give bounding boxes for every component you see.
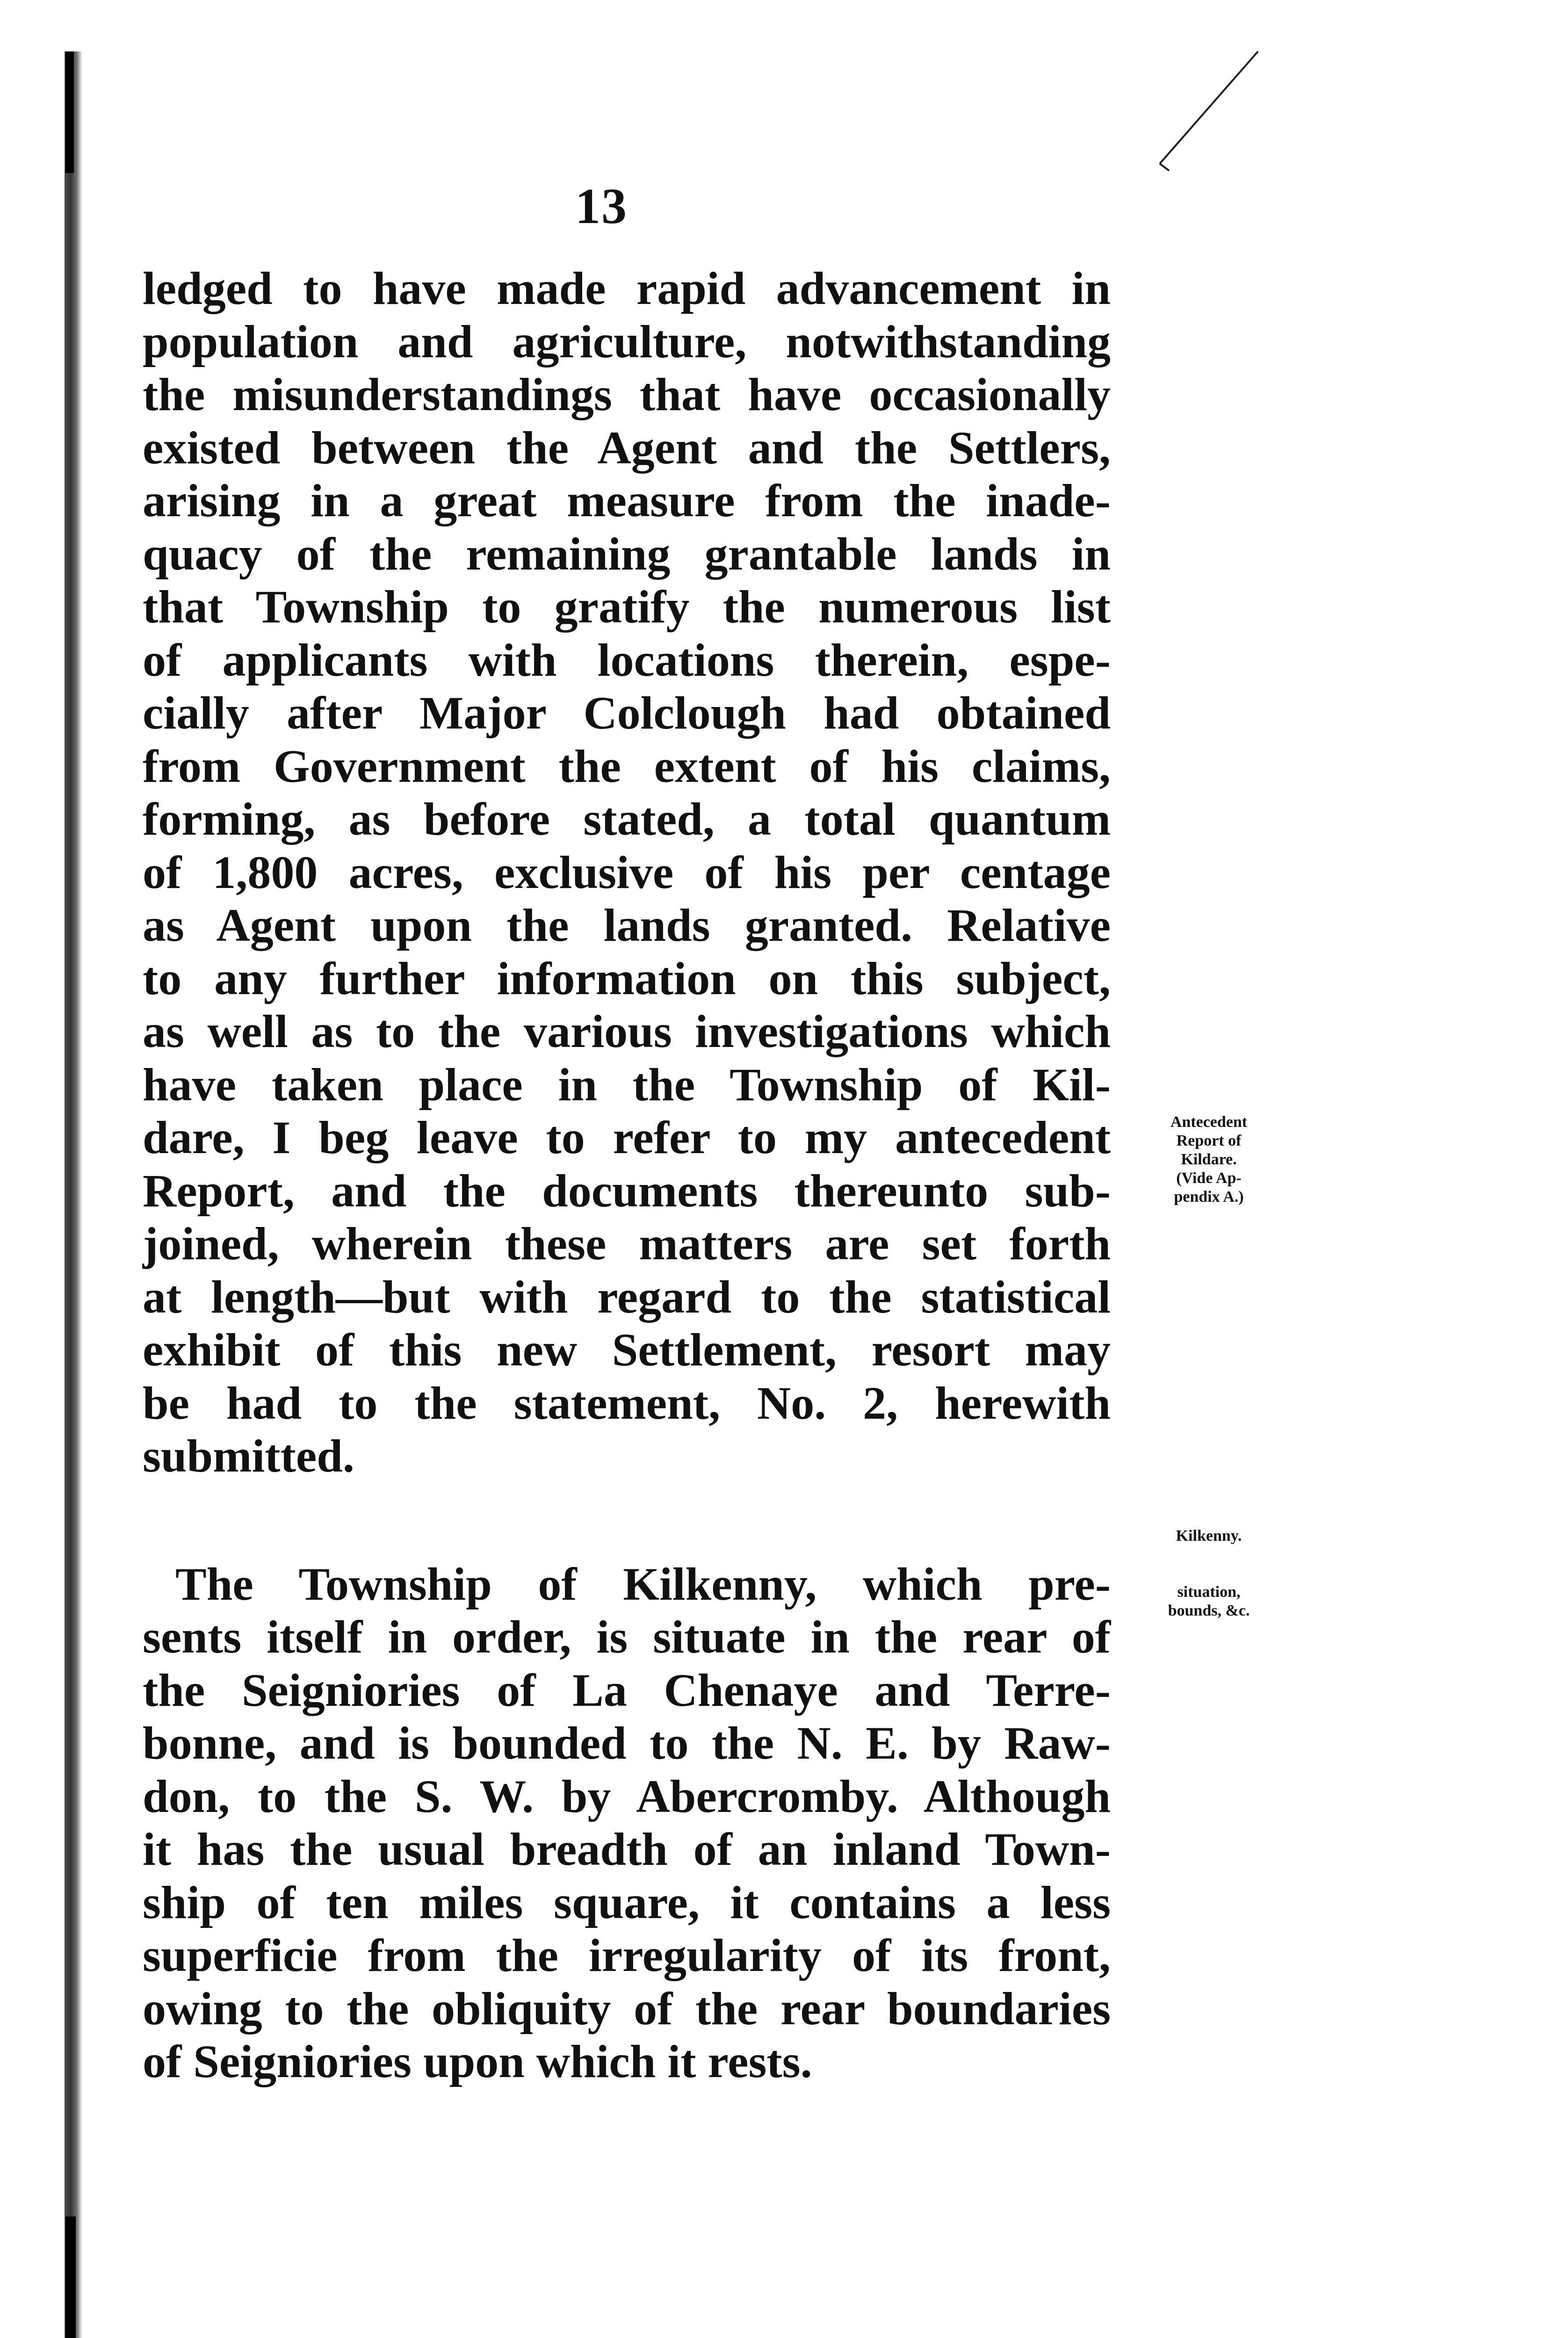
margin-note-antecedent-report bbox=[1132, 1113, 1286, 1206]
margin-note-kilkenny bbox=[1132, 1527, 1286, 1545]
text-line: of 1,800 acres, exclusive of his per centage bbox=[143, 846, 1111, 898]
paragraph bbox=[143, 1558, 1111, 2088]
text-line: dare, I beg leave to refer to my antecedent bbox=[143, 1111, 1111, 1163]
text-line: joined, wherein these matters are set forth bbox=[143, 1218, 1111, 1270]
text-line: from Government the extent of his claims, bbox=[143, 740, 1111, 792]
text-line: forming, as before stated, a total quantum bbox=[143, 793, 1111, 845]
margin-note-line: bounds, &c. bbox=[1168, 1602, 1250, 1619]
margin-note-line: Kilkenny. bbox=[1176, 1527, 1242, 1544]
text-line: be had to the statement, No. 2, herewith bbox=[143, 1377, 1111, 1429]
text-line: it has the usual breadth of an inland Town- bbox=[143, 1823, 1111, 1875]
text-line: the misunderstandings that have occasionally bbox=[143, 368, 1111, 420]
text-line: superficie from the irregularity of its front, bbox=[143, 1929, 1111, 1981]
text-line: of applicants with locations therein, espe- bbox=[143, 634, 1111, 686]
text-line: existed between the Agent and the Settlers, bbox=[143, 421, 1111, 474]
text-line: submitted. bbox=[143, 1430, 354, 1482]
text-line: as well as to the various investigations which bbox=[143, 1005, 1111, 1057]
page-number: 13 bbox=[575, 179, 628, 234]
text-line: quacy of the remaining grantable lands in bbox=[143, 527, 1111, 580]
margin-note-line: Antecedent bbox=[1170, 1113, 1248, 1131]
binding-gutter-shadow bbox=[65, 51, 82, 2338]
text-line: to any further information on this subject, bbox=[143, 952, 1111, 1004]
text-line: ship of ten miles square, it contains a less bbox=[143, 1876, 1111, 1928]
margin-note-line: situation, bbox=[1177, 1583, 1241, 1601]
text-line: that Township to gratify the numerous list bbox=[143, 581, 1111, 633]
margin-note-situation bbox=[1132, 1583, 1286, 1620]
text-line: as Agent upon the lands granted. Relative bbox=[143, 899, 1111, 951]
text-line: bonne, and is bounded to the N. E. by Raw- bbox=[143, 1717, 1111, 1769]
body-text bbox=[143, 262, 1111, 2088]
text-line: cially after Major Colclough had obtained bbox=[143, 687, 1111, 739]
paragraph-gap bbox=[143, 1483, 1111, 1558]
margin-note-line: (Vide Ap- bbox=[1176, 1169, 1242, 1187]
text-line: exhibit of this new Settlement, resort may bbox=[143, 1324, 1111, 1376]
paragraph bbox=[143, 262, 1111, 1483]
text-line: Report, and the documents thereunto sub- bbox=[143, 1164, 1111, 1217]
margin-note-line: Kildare. bbox=[1181, 1151, 1237, 1168]
text-line: ledged to have made rapid advancement in bbox=[143, 262, 1111, 314]
text-line: don, to the S. W. by Abercromby. Although bbox=[143, 1770, 1111, 1822]
text-line: owing to the obliquity of the rear boundaries bbox=[143, 1982, 1111, 2035]
text-line: population and agriculture, notwithstanding bbox=[143, 315, 1111, 368]
text-line: the Seigniories of La Chenaye and Terre- bbox=[143, 1664, 1111, 1716]
margin-note-line: Report of bbox=[1176, 1132, 1242, 1149]
text-line: at length—but with regard to the statistical bbox=[143, 1270, 1111, 1323]
text-line: have taken place in the Township of Kil- bbox=[143, 1058, 1111, 1111]
margin-note-line: pendix A.) bbox=[1174, 1188, 1244, 1205]
text-line: arising in a great measure from the inade- bbox=[143, 475, 1111, 527]
binding-edge-bottom bbox=[65, 2216, 76, 2338]
text-line: The Township of Kilkenny, which pre- bbox=[175, 1558, 1111, 1610]
text-line: sents itself in order, is situate in the rear of bbox=[143, 1611, 1111, 1663]
text-line: of Seigniories upon which it rests. bbox=[143, 2035, 812, 2087]
pencil-mark bbox=[1141, 42, 1281, 182]
binding-edge-top bbox=[65, 51, 74, 173]
